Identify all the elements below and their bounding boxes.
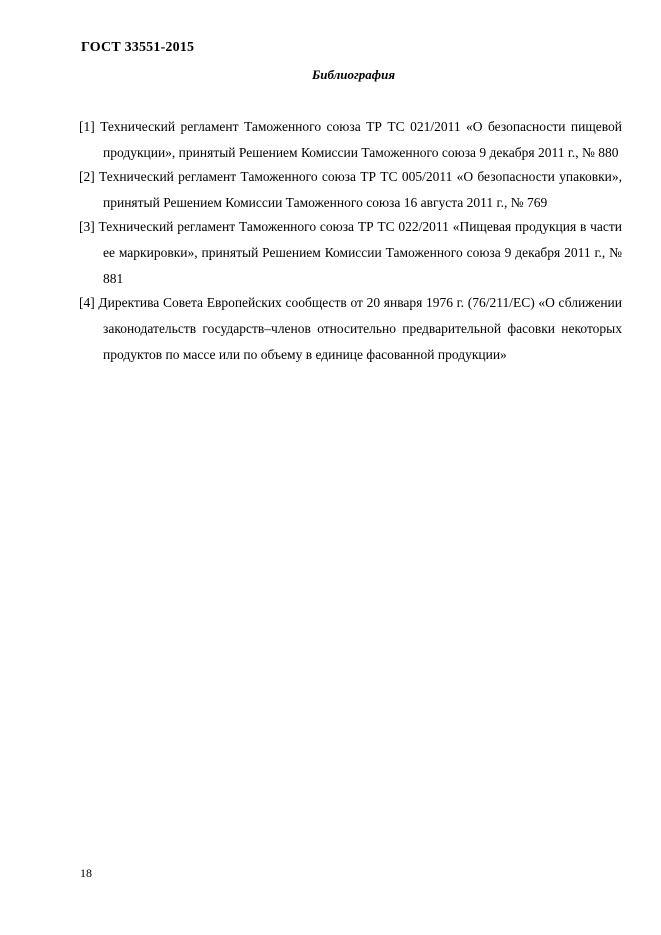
item-text: Технический регламент Таможенного союза ТР ТС 021/2011 «О безопасности пищевой продукции», принятый Решением Комиссии Таможенного союза 9 декабря 2011 г., № 880 bbox=[100, 119, 622, 160]
bibliography-item bbox=[79, 214, 622, 292]
page-number: 18 bbox=[80, 866, 92, 880]
bibliography-item bbox=[79, 290, 622, 368]
item-number: [4] bbox=[79, 295, 95, 310]
item-text: Директива Совета Европейских сообществ от 20 января 1976 г. (76/211/ЕС) «О сближении законодательств государств–членов относительно предварительной фасовки некоторых продуктов по массе или по объему в единице фасованной продукции» bbox=[98, 295, 623, 362]
item-text: Технический регламент Таможенного союза ТР ТС 005/2011 «О безопасности упаковки», принятый Решением Комиссии Таможенного союза 16 августа 2011 г., № 769 bbox=[99, 169, 623, 210]
bibliography-list bbox=[79, 114, 622, 366]
section-title: Библиография bbox=[311, 67, 396, 82]
bibliography-item bbox=[79, 164, 622, 216]
item-text: Технический регламент Таможенного союза ТР ТС 022/2011 «Пищевая продукция в части ее маркировки», принятый Решением Комиссии Таможенного союза 9 декабря 2011 г., № 881 bbox=[98, 219, 623, 286]
item-number: [2] bbox=[79, 169, 95, 184]
item-number: [1] bbox=[79, 119, 95, 134]
item-number: [3] bbox=[79, 219, 95, 234]
document-code: ГОСТ 33551-2015 bbox=[81, 40, 195, 55]
bibliography-item bbox=[79, 114, 622, 166]
